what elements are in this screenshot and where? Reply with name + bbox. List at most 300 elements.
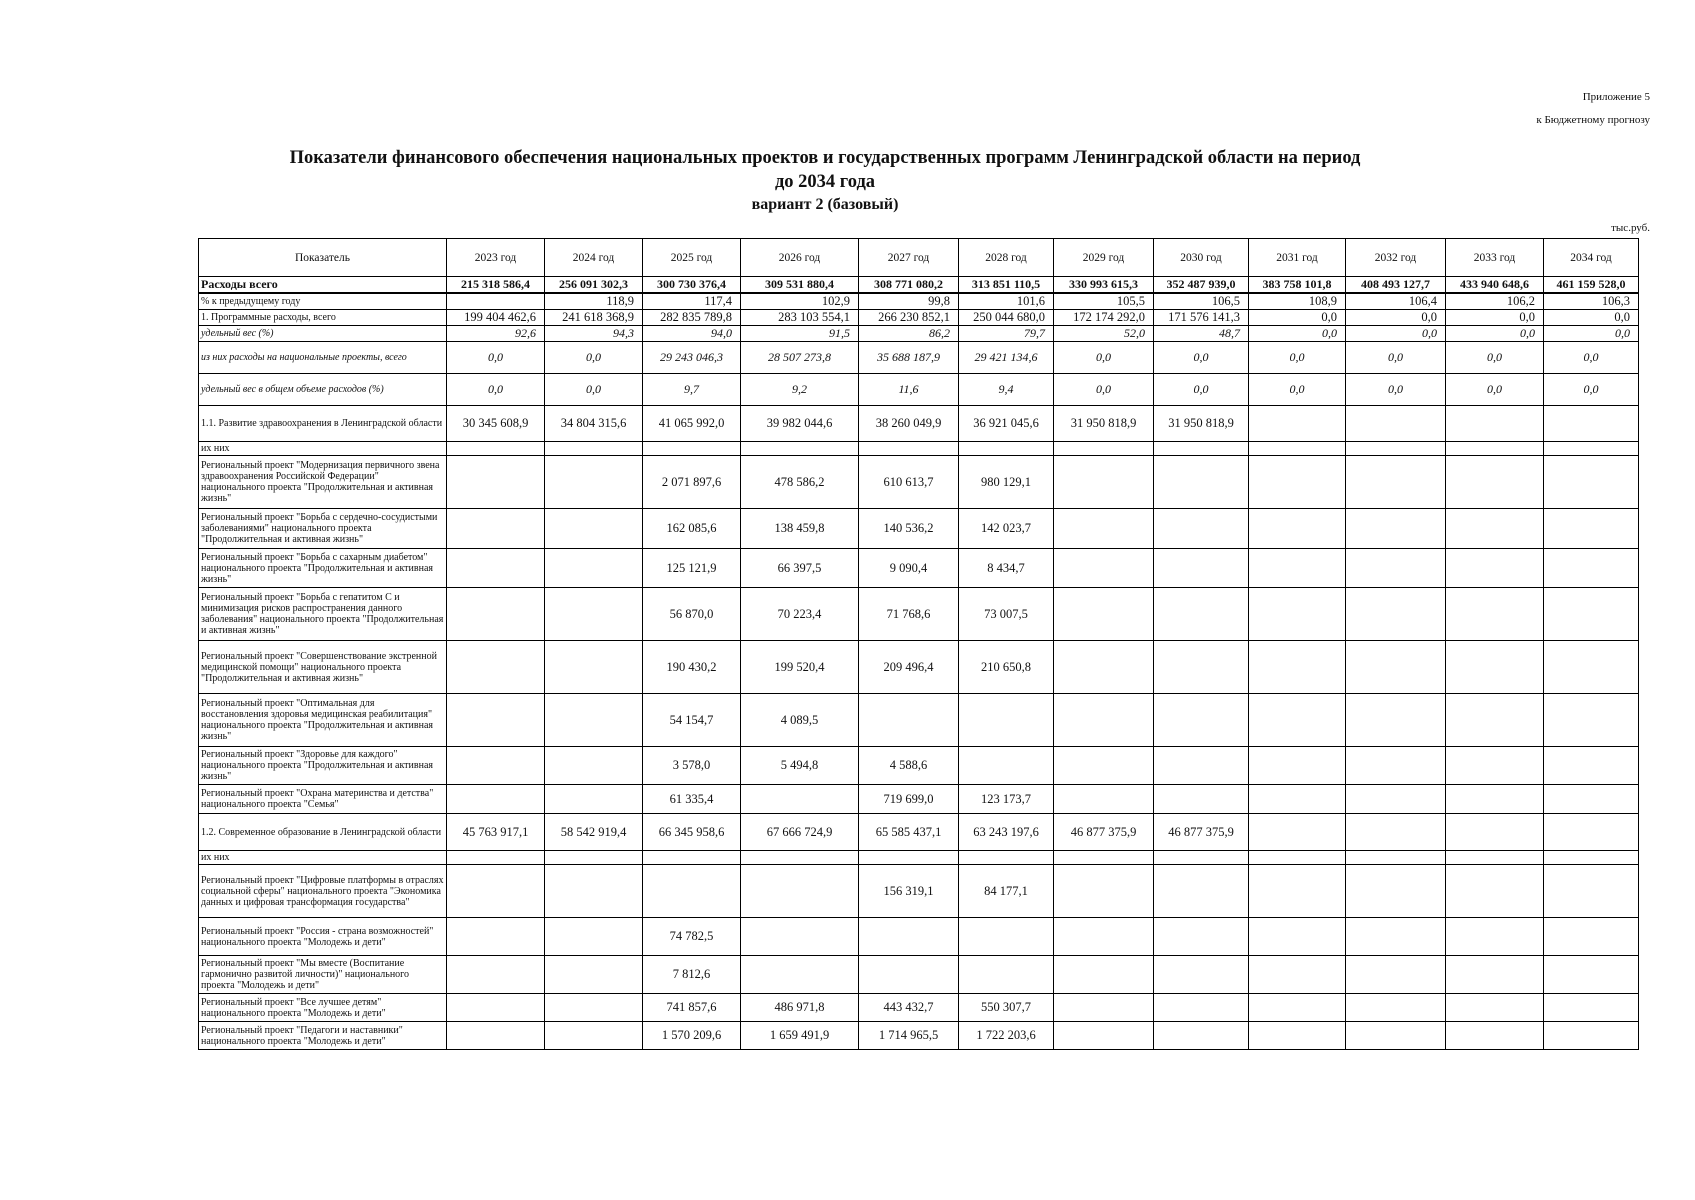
value-cell — [1154, 865, 1249, 918]
value-cell — [447, 747, 545, 785]
value-cell — [1154, 509, 1249, 549]
value-cell: 63 243 197,6 — [959, 814, 1054, 851]
value-cell — [1249, 456, 1346, 509]
value-cell: 48,7 — [1154, 326, 1249, 342]
table-row — [199, 374, 1639, 406]
value-cell — [545, 641, 643, 694]
value-cell: 99,8 — [859, 293, 959, 310]
value-cell: 250 044 680,0 — [959, 310, 1054, 326]
table-row — [199, 641, 1639, 694]
value-cell: 54 154,7 — [643, 694, 741, 747]
table-row — [199, 851, 1639, 865]
value-cell — [447, 588, 545, 641]
value-cell — [1249, 442, 1346, 456]
value-cell: 79,7 — [959, 326, 1054, 342]
value-cell: 1 570 209,6 — [643, 1022, 741, 1050]
value-cell — [643, 865, 741, 918]
value-cell: 38 260 049,9 — [859, 406, 959, 442]
value-cell: 61 335,4 — [643, 785, 741, 814]
row-label: удельный вес (%) — [199, 326, 447, 342]
table-row — [199, 549, 1639, 588]
value-cell — [1346, 994, 1446, 1022]
value-cell — [447, 785, 545, 814]
value-cell — [1346, 442, 1446, 456]
value-cell: 118,9 — [545, 293, 643, 310]
header-year: 2032 год — [1346, 239, 1446, 277]
row-label: % к предыдущему году — [199, 293, 447, 310]
value-cell — [1446, 456, 1544, 509]
table-row — [199, 1022, 1639, 1050]
value-cell: 0,0 — [1249, 374, 1346, 406]
value-cell — [643, 442, 741, 456]
value-cell: 352 487 939,0 — [1154, 277, 1249, 294]
header-year: 2029 год — [1054, 239, 1154, 277]
value-cell: 8 434,7 — [959, 549, 1054, 588]
value-cell: 34 804 315,6 — [545, 406, 643, 442]
value-cell: 28 507 273,8 — [741, 342, 859, 374]
value-cell: 199 404 462,6 — [447, 310, 545, 326]
value-cell — [1544, 994, 1639, 1022]
value-cell: 108,9 — [1249, 293, 1346, 310]
value-cell — [447, 509, 545, 549]
table-row — [199, 310, 1639, 326]
value-cell — [959, 694, 1054, 747]
table-row — [199, 994, 1639, 1022]
value-cell: 36 921 045,6 — [959, 406, 1054, 442]
value-cell: 0,0 — [447, 374, 545, 406]
header-year: 2023 год — [447, 239, 545, 277]
value-cell: 210 650,8 — [959, 641, 1054, 694]
value-cell: 3 578,0 — [643, 747, 741, 785]
header-year: 2030 год — [1154, 239, 1249, 277]
title-variant: вариант 2 (базовый) — [751, 196, 899, 213]
value-cell — [859, 442, 959, 456]
value-cell — [447, 442, 545, 456]
value-cell: 741 857,6 — [643, 994, 741, 1022]
value-cell — [741, 956, 859, 994]
table-row — [199, 509, 1639, 549]
row-label: Региональный проект "Педагоги и наставники" национального проекта "Молодежь и дети" — [199, 1022, 447, 1050]
table-row — [199, 442, 1639, 456]
row-label: Региональный проект "Россия - страна возможностей" национального проекта "Молодежь и дети" — [199, 918, 447, 956]
value-cell: 0,0 — [1544, 326, 1639, 342]
row-label: их них — [199, 851, 447, 865]
value-cell — [1346, 406, 1446, 442]
value-cell: 92,6 — [447, 326, 545, 342]
value-cell: 171 576 141,3 — [1154, 310, 1249, 326]
value-cell — [545, 785, 643, 814]
row-label: Региональный проект "Оптимальная для восстановления здоровья медицинская реабилитация" национального проекта "Продолжительная и активная жизнь" — [199, 694, 447, 747]
value-cell: 56 870,0 — [643, 588, 741, 641]
value-cell — [1346, 814, 1446, 851]
value-cell — [545, 918, 643, 956]
value-cell — [959, 956, 1054, 994]
value-cell: 106,3 — [1544, 293, 1639, 310]
value-cell — [1054, 694, 1154, 747]
value-cell — [1446, 851, 1544, 865]
value-cell: 283 103 554,1 — [741, 310, 859, 326]
table-row — [199, 865, 1639, 918]
value-cell — [1154, 456, 1249, 509]
value-cell: 106,4 — [1346, 293, 1446, 310]
value-cell — [1154, 1022, 1249, 1050]
row-label: из них расходы на национальные проекты, всего — [199, 342, 447, 374]
value-cell — [1346, 641, 1446, 694]
value-cell: 433 940 648,6 — [1446, 277, 1544, 294]
value-cell — [1054, 747, 1154, 785]
value-cell — [741, 785, 859, 814]
value-cell: 9,7 — [643, 374, 741, 406]
value-cell: 94,0 — [643, 326, 741, 342]
document-title — [195, 146, 1455, 216]
value-cell — [643, 851, 741, 865]
value-cell — [545, 588, 643, 641]
value-cell: 0,0 — [1154, 342, 1249, 374]
table-row — [199, 918, 1639, 956]
value-cell — [1544, 509, 1639, 549]
header-indicator: Показатель — [199, 239, 447, 277]
value-cell — [1544, 814, 1639, 851]
value-cell: 66 397,5 — [741, 549, 859, 588]
value-cell: 199 520,4 — [741, 641, 859, 694]
units-label: тыс.руб. — [1611, 222, 1650, 234]
value-cell: 94,3 — [545, 326, 643, 342]
value-cell — [447, 956, 545, 994]
value-cell — [741, 865, 859, 918]
value-cell — [545, 956, 643, 994]
value-cell — [1346, 509, 1446, 549]
row-label: Региональный проект "Охрана материнства и детства" национального проекта "Семья" — [199, 785, 447, 814]
value-cell: 300 730 376,4 — [643, 277, 741, 294]
value-cell: 0,0 — [1346, 310, 1446, 326]
header-year: 2031 год — [1249, 239, 1346, 277]
value-cell: 74 782,5 — [643, 918, 741, 956]
value-cell — [741, 851, 859, 865]
value-cell — [1249, 994, 1346, 1022]
value-cell: 138 459,8 — [741, 509, 859, 549]
header-year: 2024 год — [545, 239, 643, 277]
value-cell — [1054, 1022, 1154, 1050]
value-cell: 0,0 — [545, 342, 643, 374]
value-cell: 162 085,6 — [643, 509, 741, 549]
value-cell: 330 993 615,3 — [1054, 277, 1154, 294]
value-cell: 443 432,7 — [859, 994, 959, 1022]
value-cell — [1544, 694, 1639, 747]
header-year: 2027 год — [859, 239, 959, 277]
row-label: удельный вес в общем объеме расходов (%) — [199, 374, 447, 406]
value-cell — [1054, 509, 1154, 549]
value-cell — [545, 865, 643, 918]
value-cell — [741, 918, 859, 956]
row-label: Региональный проект "Мы вместе (Воспитание гармонично развитой личности)" национального проекта "Молодежь и дети" — [199, 956, 447, 994]
value-cell — [859, 956, 959, 994]
value-cell — [1346, 1022, 1446, 1050]
value-cell: 45 763 917,1 — [447, 814, 545, 851]
value-cell: 29 421 134,6 — [959, 342, 1054, 374]
value-cell — [1154, 785, 1249, 814]
value-cell: 478 586,2 — [741, 456, 859, 509]
value-cell: 86,2 — [859, 326, 959, 342]
row-label: Расходы всего — [199, 277, 447, 294]
value-cell — [1154, 747, 1249, 785]
value-cell — [1249, 1022, 1346, 1050]
row-label: 1.1. Развитие здравоохранения в Ленинградской области — [199, 406, 447, 442]
table-row — [199, 814, 1639, 851]
row-label: Региональный проект "Цифровые платформы в отраслях социальной сферы" национального проекта "Экономика данных и цифровая трансформация государства" — [199, 865, 447, 918]
header-year: 2026 год — [741, 239, 859, 277]
table-row — [199, 785, 1639, 814]
value-cell: 102,9 — [741, 293, 859, 310]
value-cell — [545, 694, 643, 747]
value-cell: 67 666 724,9 — [741, 814, 859, 851]
value-cell — [1054, 994, 1154, 1022]
table-row — [199, 956, 1639, 994]
value-cell: 0,0 — [1544, 342, 1639, 374]
value-cell: 31 950 818,9 — [1154, 406, 1249, 442]
value-cell: 39 982 044,6 — [741, 406, 859, 442]
value-cell — [959, 442, 1054, 456]
value-cell: 0,0 — [447, 342, 545, 374]
value-cell: 215 318 586,4 — [447, 277, 545, 294]
table-row — [199, 588, 1639, 641]
appendix-line-2: к Бюджетному прогнозу — [1536, 114, 1650, 126]
value-cell — [859, 918, 959, 956]
value-cell: 71 768,6 — [859, 588, 959, 641]
value-cell — [1054, 851, 1154, 865]
value-cell — [1346, 851, 1446, 865]
value-cell — [1544, 442, 1639, 456]
value-cell — [1249, 851, 1346, 865]
value-cell: 29 243 046,3 — [643, 342, 741, 374]
value-cell — [1154, 549, 1249, 588]
value-cell — [1446, 588, 1544, 641]
value-cell — [1054, 865, 1154, 918]
value-cell: 30 345 608,9 — [447, 406, 545, 442]
value-cell — [1544, 456, 1639, 509]
value-cell — [1154, 588, 1249, 641]
value-cell — [1054, 785, 1154, 814]
value-cell — [1054, 918, 1154, 956]
row-label: Региональный проект "Совершенствование экстренной медицинской помощи" национального проекта "Продолжительная и активная жизнь" — [199, 641, 447, 694]
title-line-1: Показатели финансового обеспечения национальных проектов и государственных программ Ленинградской области на период — [289, 148, 1361, 168]
value-cell: 0,0 — [1446, 342, 1544, 374]
value-cell — [1346, 865, 1446, 918]
value-cell: 190 430,2 — [643, 641, 741, 694]
value-cell — [1054, 641, 1154, 694]
table-row — [199, 326, 1639, 342]
value-cell: 0,0 — [1544, 374, 1639, 406]
row-label: Региональный проект "Борьба с сердечно-сосудистыми заболеваниями" национального проекта "Продолжительная и активная жизнь" — [199, 509, 447, 549]
value-cell: 65 585 437,1 — [859, 814, 959, 851]
value-cell — [1346, 918, 1446, 956]
value-cell: 105,5 — [1054, 293, 1154, 310]
value-cell — [545, 747, 643, 785]
value-cell — [1154, 994, 1249, 1022]
value-cell: 106,5 — [1154, 293, 1249, 310]
value-cell: 0,0 — [1446, 326, 1544, 342]
value-cell — [545, 549, 643, 588]
value-cell: 0,0 — [1346, 342, 1446, 374]
value-cell — [1446, 641, 1544, 694]
value-cell: 9,2 — [741, 374, 859, 406]
title-line-2: до 2034 года — [774, 172, 876, 192]
value-cell — [1249, 549, 1346, 588]
value-cell — [1446, 747, 1544, 785]
value-cell: 241 618 368,9 — [545, 310, 643, 326]
value-cell — [1346, 747, 1446, 785]
value-cell: 461 159 528,0 — [1544, 277, 1639, 294]
value-cell — [1544, 851, 1639, 865]
value-cell: 66 345 958,6 — [643, 814, 741, 851]
value-cell — [1249, 814, 1346, 851]
value-cell: 106,2 — [1446, 293, 1544, 310]
appendix-note — [1536, 86, 1650, 132]
value-cell: 2 071 897,6 — [643, 456, 741, 509]
value-cell — [1154, 956, 1249, 994]
value-cell — [1249, 509, 1346, 549]
value-cell: 486 971,8 — [741, 994, 859, 1022]
value-cell — [1054, 588, 1154, 641]
value-cell: 308 771 080,2 — [859, 277, 959, 294]
table-row — [199, 277, 1639, 294]
value-cell: 9 090,4 — [859, 549, 959, 588]
value-cell — [1544, 747, 1639, 785]
value-cell: 73 007,5 — [959, 588, 1054, 641]
value-cell: 408 493 127,7 — [1346, 277, 1446, 294]
value-cell — [959, 851, 1054, 865]
row-label: Региональный проект "Здоровье для каждого" национального проекта "Продолжительная и активная жизнь" — [199, 747, 447, 785]
appendix-line-1: Приложение 5 — [1582, 91, 1650, 103]
value-cell — [447, 293, 545, 310]
value-cell: 31 950 818,9 — [1054, 406, 1154, 442]
value-cell — [1154, 641, 1249, 694]
value-cell: 52,0 — [1054, 326, 1154, 342]
value-cell: 117,4 — [643, 293, 741, 310]
value-cell: 282 835 789,8 — [643, 310, 741, 326]
value-cell — [1544, 1022, 1639, 1050]
value-cell — [1544, 549, 1639, 588]
value-cell: 156 319,1 — [859, 865, 959, 918]
value-cell — [545, 1022, 643, 1050]
value-cell — [1249, 918, 1346, 956]
row-label: 1. Программные расходы, всего — [199, 310, 447, 326]
value-cell — [1346, 785, 1446, 814]
value-cell — [1154, 918, 1249, 956]
value-cell: 0,0 — [1249, 310, 1346, 326]
row-label: их них — [199, 442, 447, 456]
value-cell: 172 174 292,0 — [1054, 310, 1154, 326]
value-cell — [1544, 785, 1639, 814]
value-cell: 91,5 — [741, 326, 859, 342]
value-cell — [447, 994, 545, 1022]
value-cell — [1446, 406, 1544, 442]
value-cell — [1346, 456, 1446, 509]
value-cell — [1346, 956, 1446, 994]
value-cell — [1544, 865, 1639, 918]
value-cell — [1054, 456, 1154, 509]
value-cell: 123 173,7 — [959, 785, 1054, 814]
value-cell — [1346, 588, 1446, 641]
value-cell — [1054, 442, 1154, 456]
value-cell: 1 714 965,5 — [859, 1022, 959, 1050]
value-cell: 41 065 992,0 — [643, 406, 741, 442]
value-cell: 11,6 — [859, 374, 959, 406]
value-cell — [1054, 956, 1154, 994]
value-cell — [1154, 851, 1249, 865]
value-cell — [447, 641, 545, 694]
value-cell — [1446, 956, 1544, 994]
value-cell: 0,0 — [1446, 374, 1544, 406]
value-cell — [1346, 694, 1446, 747]
value-cell: 0,0 — [1054, 374, 1154, 406]
value-cell: 4 089,5 — [741, 694, 859, 747]
value-cell — [741, 442, 859, 456]
table-row — [199, 406, 1639, 442]
value-cell — [545, 994, 643, 1022]
value-cell: 70 223,4 — [741, 588, 859, 641]
value-cell: 4 588,6 — [859, 747, 959, 785]
value-cell: 0,0 — [1346, 374, 1446, 406]
value-cell — [1249, 785, 1346, 814]
value-cell — [1446, 694, 1544, 747]
value-cell: 101,6 — [959, 293, 1054, 310]
table-row — [199, 342, 1639, 374]
value-cell — [447, 694, 545, 747]
value-cell: 7 812,6 — [643, 956, 741, 994]
value-cell: 58 542 919,4 — [545, 814, 643, 851]
header-year: 2028 год — [959, 239, 1054, 277]
value-cell: 0,0 — [1249, 342, 1346, 374]
header-year: 2034 год — [1544, 239, 1639, 277]
value-cell: 140 536,2 — [859, 509, 959, 549]
value-cell — [1249, 641, 1346, 694]
table-row — [199, 293, 1639, 310]
table-row — [199, 456, 1639, 509]
value-cell — [1544, 641, 1639, 694]
value-cell — [1446, 865, 1544, 918]
value-cell: 313 851 110,5 — [959, 277, 1054, 294]
value-cell: 125 121,9 — [643, 549, 741, 588]
value-cell — [447, 456, 545, 509]
value-cell — [1249, 406, 1346, 442]
value-cell — [1154, 442, 1249, 456]
header-year: 2033 год — [1446, 239, 1544, 277]
value-cell — [859, 694, 959, 747]
value-cell — [1249, 865, 1346, 918]
value-cell: 84 177,1 — [959, 865, 1054, 918]
value-cell — [1446, 918, 1544, 956]
value-cell — [545, 509, 643, 549]
value-cell — [1446, 785, 1544, 814]
table-header-row — [199, 239, 1639, 277]
value-cell — [447, 549, 545, 588]
table-row — [199, 747, 1639, 785]
row-label: 1.2. Современное образование в Ленинградской области — [199, 814, 447, 851]
financing-table — [198, 238, 1639, 1050]
value-cell — [1154, 694, 1249, 747]
value-cell — [447, 918, 545, 956]
value-cell — [545, 456, 643, 509]
value-cell: 256 091 302,3 — [545, 277, 643, 294]
value-cell — [545, 442, 643, 456]
value-cell — [1446, 994, 1544, 1022]
row-label: Региональный проект "Все лучшее детям" национального проекта "Молодежь и дети" — [199, 994, 447, 1022]
value-cell: 46 877 375,9 — [1154, 814, 1249, 851]
value-cell — [1544, 588, 1639, 641]
value-cell — [1446, 549, 1544, 588]
value-cell: 0,0 — [1544, 310, 1639, 326]
table-body — [199, 277, 1639, 1050]
